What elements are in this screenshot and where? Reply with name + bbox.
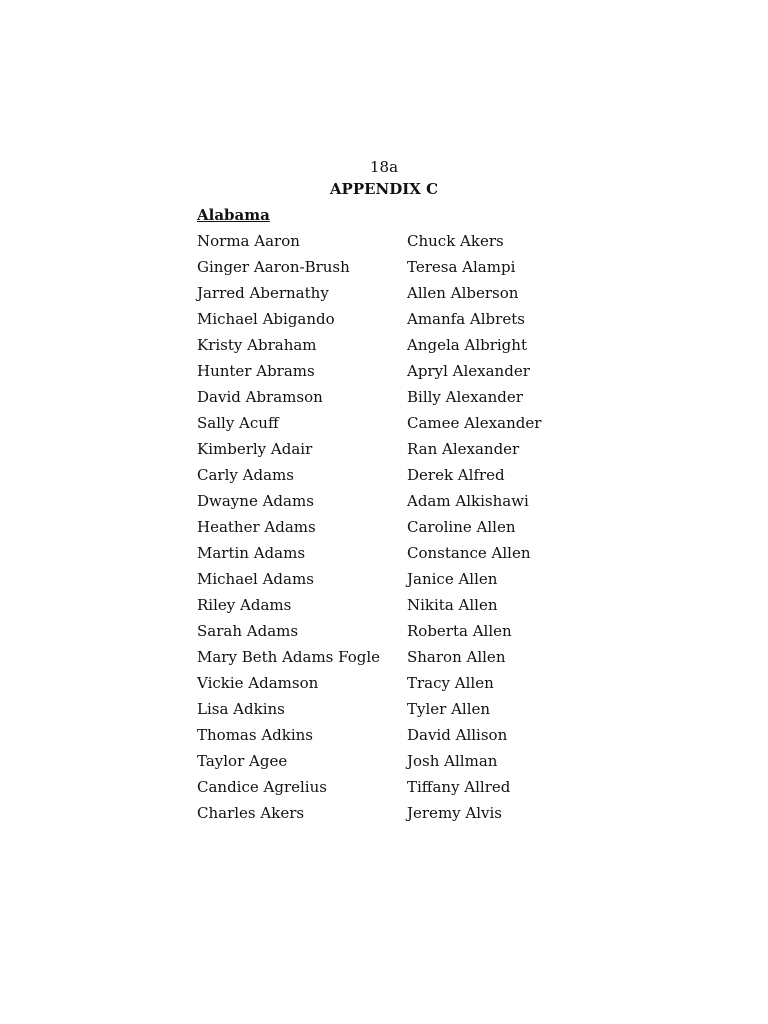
list-item: [407, 700, 607, 718]
list-item: [407, 492, 607, 510]
name-text: Tracy Allen: [407, 674, 494, 692]
list-item: [197, 648, 397, 666]
name-text: Michael Adams: [197, 570, 314, 588]
list-item: [407, 362, 607, 380]
list-item: [407, 518, 607, 536]
list-item: [407, 466, 607, 484]
name-text: Janice Allen: [407, 570, 498, 588]
list-item: [197, 596, 397, 614]
list-item: [197, 414, 397, 432]
name-text: David Abramson: [197, 388, 323, 406]
state-heading: Alabama: [197, 206, 270, 224]
name-text: Teresa Alampi: [407, 258, 516, 276]
name-text: Chuck Akers: [407, 232, 504, 250]
list-item: [407, 310, 607, 328]
list-item: [407, 804, 607, 822]
name-text: Adam Alkishawi: [407, 492, 529, 510]
name-text: Sharon Allen: [407, 648, 506, 666]
name-text: Charles Akers: [197, 804, 305, 822]
name-text: Tyler Allen: [407, 700, 491, 718]
list-item: [197, 388, 397, 406]
name-text: Nikita Allen: [407, 596, 498, 614]
list-item: [407, 284, 607, 302]
list-item: [197, 804, 397, 822]
name-text: Caroline Allen: [407, 518, 516, 536]
name-text: Heather Adams: [197, 518, 316, 536]
name-text: Angela Albright: [407, 336, 527, 354]
list-item: [197, 622, 397, 640]
list-item: [197, 778, 397, 796]
name-text: Jeremy Alvis: [407, 804, 503, 822]
list-item: [197, 752, 397, 770]
list-item: [407, 336, 607, 354]
list-item: [197, 336, 397, 354]
list-item: [197, 258, 397, 276]
name-text: Jarred Abernathy: [197, 284, 329, 302]
name-text: Ran Alexander: [407, 440, 520, 458]
list-item: [197, 440, 397, 458]
list-item: [407, 648, 607, 666]
name-text: Martin Adams: [197, 544, 306, 562]
name-text: Taylor Agee: [197, 752, 288, 770]
name-text: Candice Agrelius: [197, 778, 327, 796]
list-item: [407, 414, 607, 432]
list-item: [407, 232, 607, 250]
name-text: Thomas Adkins: [197, 726, 314, 744]
list-item: [407, 726, 607, 744]
names-right-column: [407, 232, 607, 830]
name-text: Kristy Abraham: [197, 336, 317, 354]
name-text: Billy Alexander: [407, 388, 523, 406]
name-text: Riley Adams: [197, 596, 292, 614]
name-text: Hunter Abrams: [197, 362, 315, 380]
list-item: [407, 544, 607, 562]
names-left-column: [197, 232, 397, 830]
list-item: [197, 700, 397, 718]
name-text: Tiffany Allred: [407, 778, 511, 796]
name-text: Lisa Adkins: [197, 700, 285, 718]
name-text: Sally Acuff: [197, 414, 279, 432]
list-item: [407, 778, 607, 796]
name-text: Camee Alexander: [407, 414, 542, 432]
name-text: Michael Abigando: [197, 310, 335, 328]
list-item: [197, 232, 397, 250]
list-item: [197, 570, 397, 588]
list-item: [197, 466, 397, 484]
list-item: [197, 518, 397, 536]
name-text: Sarah Adams: [197, 622, 299, 640]
appendix-title: APPENDIX C: [329, 180, 439, 198]
name-text: Dwayne Adams: [197, 492, 314, 510]
name-text: Kimberly Adair: [197, 440, 313, 458]
name-text: Constance Allen: [407, 544, 531, 562]
list-item: [407, 752, 607, 770]
name-text: Apryl Alexander: [407, 362, 530, 380]
list-item: [407, 570, 607, 588]
name-text: Amanfa Albrets: [407, 310, 525, 328]
name-text: Vickie Adamson: [197, 674, 319, 692]
name-text: Ginger Aaron-Brush: [197, 258, 350, 276]
list-item: [407, 258, 607, 276]
name-text: Carly Adams: [197, 466, 294, 484]
list-item: [407, 622, 607, 640]
name-text: David Allison: [407, 726, 508, 744]
name-text: Mary Beth Adams Fogle: [197, 648, 381, 666]
list-item: [407, 674, 607, 692]
list-item: [407, 596, 607, 614]
list-item: [197, 310, 397, 328]
name-text: Roberta Allen: [407, 622, 512, 640]
list-item: [407, 440, 607, 458]
list-item: [197, 284, 397, 302]
name-text: Josh Allman: [407, 752, 498, 770]
list-item: [197, 492, 397, 510]
list-item: [407, 388, 607, 406]
list-item: [197, 674, 397, 692]
list-item: [197, 362, 397, 380]
list-item: [197, 726, 397, 744]
name-text: Derek Alfred: [407, 466, 505, 484]
name-text: Norma Aaron: [197, 232, 300, 250]
page-number: 18a: [369, 158, 399, 176]
name-text: Allen Alberson: [407, 284, 519, 302]
list-item: [197, 544, 397, 562]
